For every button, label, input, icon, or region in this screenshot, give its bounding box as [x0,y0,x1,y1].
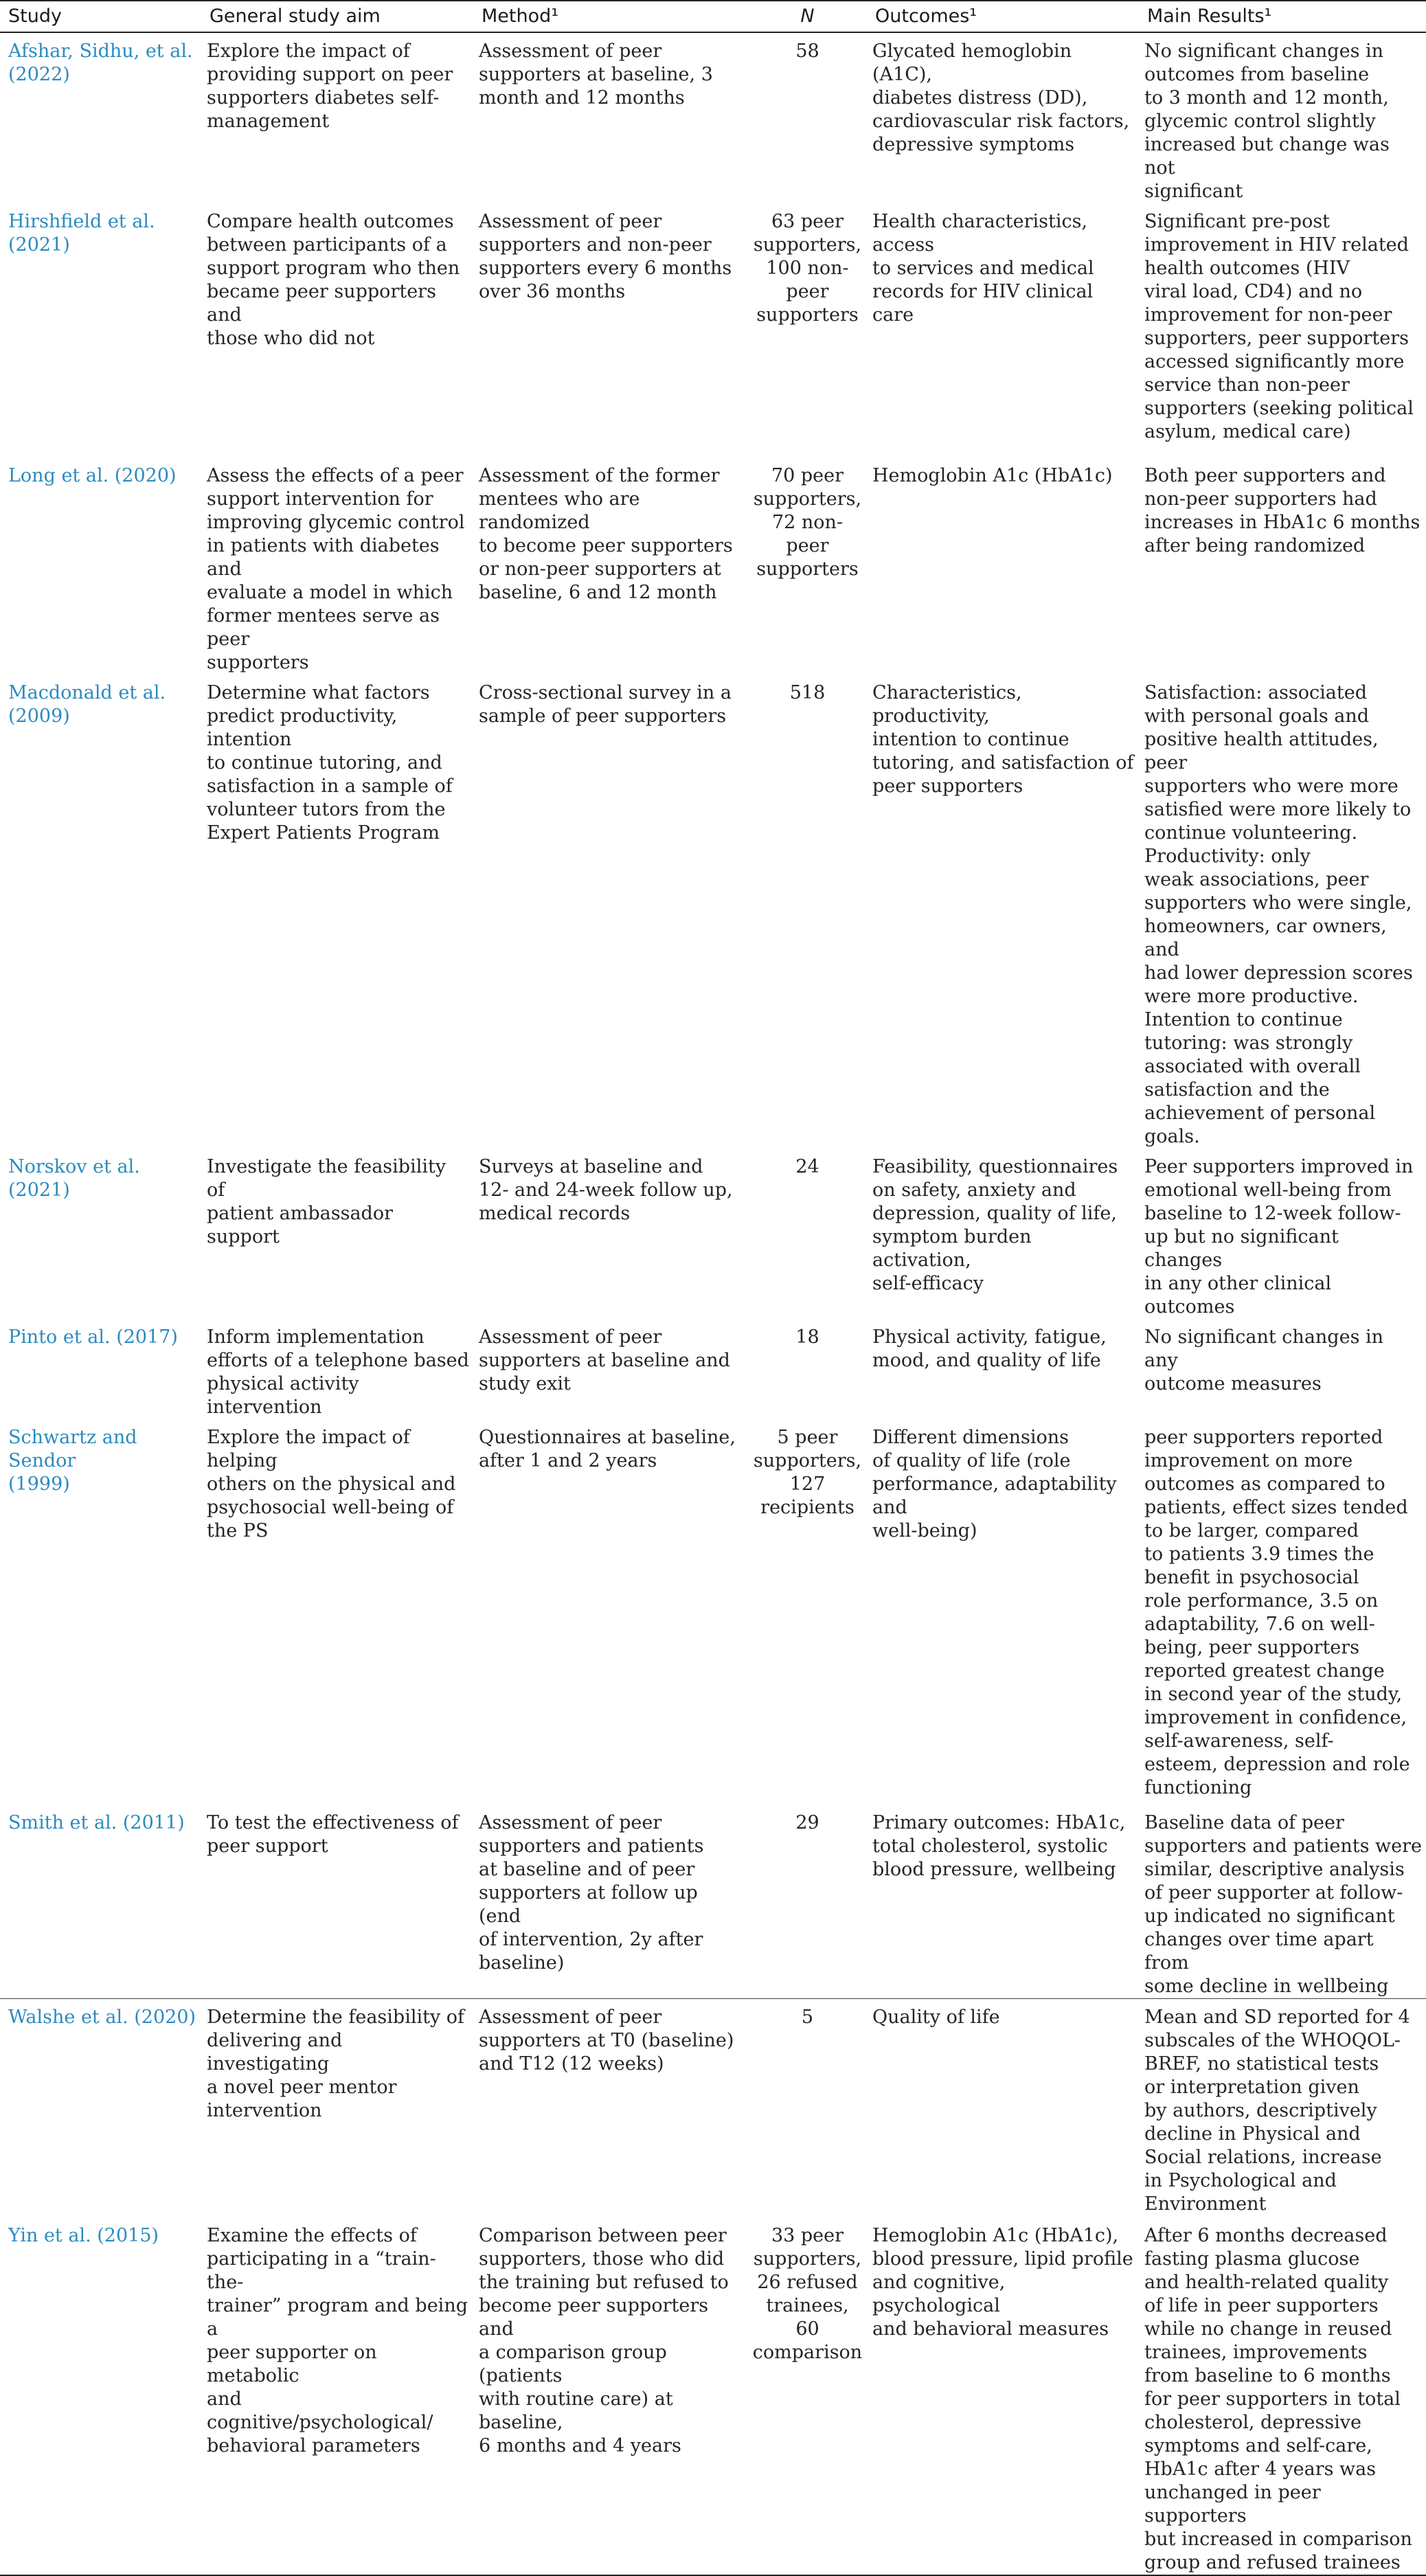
n-cell: 5 [801,2007,814,2028]
n-cell: 58 [795,41,819,62]
outcomes-cell: Hemoglobin A1c (HbA1c), blood pressure, lipid profile and cognitive, psychological and behavioral measures [867,2217,1139,2575]
n-cell: 70 peer supporters, 72 non-peer supporters [753,465,862,580]
n-cell: 5 peer supporters, 127 recipients [753,1427,862,1518]
results-cell: Both peer supporters and non-peer supporters had increases in HbA1c 6 months after being randomized [1144,465,1421,556]
study-link[interactable]: Norskov et al. (2021) [8,1156,140,1201]
table-row [0,1319,1426,1419]
n-cell: 63 peer supporters, 100 non-peer supporters [753,211,862,326]
results-cell: peer supporters reported improvement on more outcomes as compared to patients, effect sizes tended to be larger, compared to patients 3.9 times the benefit in psychosocial role performance, 3.5 on adaptability, 7.6 on well- being, peer supporters reported greatest change in second year of the study, improvement in confidence, self-awareness, self- esteem, depression and role functioning [1144,1427,1410,1798]
header-row [0,1,1426,32]
outcomes-cell: Quality of life [872,2007,1000,2028]
outcomes-cell: Feasibility, questionnaires on safety, anxiety and depression, quality of life, symptom burden activation, self-efficacy [872,1156,1118,1294]
aim-cell: Investigate the feasibility of patient ambassador support [207,1156,446,1247]
outcomes-cell: Physical activity, fatigue, mood, and quality of life [872,1326,1107,1371]
results-cell: Mean and SD reported for 4 subscales of the WHOQOL- BREF, no statistical tests or interpretation given by authors, descriptively decline in Physical and Social relations, increase in Psychological and Environment [1144,2007,1410,2215]
aim-cell: To test the effectiveness of peer support [201,1805,473,1999]
method-cell: Assessment of peer supporters at baseline, 3 month and 12 months [479,41,713,109]
outcomes-cell: Primary outcomes: HbA1c, total cholesterol, systolic blood pressure, wellbeing [867,1805,1139,1999]
header-outcomes: Outcomes¹ [875,5,977,27]
table-row [0,1805,1426,1999]
results-cell: Significant pre-post improvement in HIV related health outcomes (HIV viral load, CD4) and no improvement for non-peer supporters, peer supporters accessed significantly more service than non-peer supporters (seeking political asylum, medical care) [1144,211,1414,442]
method-cell: Surveys at baseline and 12- and 24-week follow up, medical records [479,1156,733,1224]
table-body [0,32,1426,2575]
table-row [0,675,1426,1149]
table-row [0,1149,1426,1319]
n-cell: 29 [747,1805,867,1999]
table-row [0,1999,1426,2217]
table-row [0,2217,1426,2575]
study-link[interactable]: Long et al. (2020) [8,465,177,486]
results-cell: Baseline data of peer supporters and patients were similar, descriptive analysis of peer supporter at follow- up indicated no significant changes over time apart from some decline in wellbeing [1139,1805,1426,1999]
study-link[interactable]: Macdonald et al. (2009) [8,682,166,727]
results-cell: Satisfaction: associated with personal goals and positive health attitudes, peer supporters who were more satisfied were more likely to continue volunteering. Productivity: only weak associations, peer supporters who were single, homeowners, car owners, and had lower depression scores were more productive. Intention to continue tutoring: was strongly associated with overall satisfaction and the achievement of personal goals. [1144,682,1413,1147]
aim-cell: Inform implementation efforts of a telephone based physical activity intervention [207,1326,469,1418]
header-method: Method¹ [482,5,559,27]
method-cell: Assessment of the former mentees who are randomized to become peer supporters or non-peer supporters at baseline, 6 and 12 month [479,465,733,603]
study-link[interactable]: Smith et al. (2011) [0,1805,201,1999]
aim-cell: Assess the effects of a peer support intervention for improving glycemic control in patients with diabetes and evaluate a model in which former mentees serve as peer supporters [207,465,465,673]
method-cell: Assessment of peer supporters and non-peer supporters every 6 months over 36 months [479,211,732,302]
study-link[interactable]: Afshar, Sidhu, et al. (2022) [8,41,193,85]
outcomes-cell: Different dimensions of quality of life (role performance, adaptability and well-being) [872,1427,1117,1541]
n-cell: 24 [795,1156,819,1177]
table-header [0,1,1426,32]
aim-cell: Explore the impact of helping others on the physical and psychosocial well-being of the PS [207,1427,456,1541]
study-link[interactable]: Schwartz and Sendor (1999) [8,1427,137,1495]
header-aim: General study aim [210,5,381,27]
aim-cell: Determine the feasibility of delivering and investigating a novel peer mentor intervention [207,2007,465,2121]
n-cell: 518 [789,682,826,703]
method-cell: Assessment of peer supporters at T0 (baseline) and T12 (12 weeks) [479,2007,734,2075]
table-row [0,32,1426,203]
n-cell: 33 peer supporters, 26 refused trainees, 60 comparison [747,2217,867,2575]
method-cell: Assessment of peer supporters at baseline and study exit [479,1326,730,1394]
study-link[interactable]: Walshe et al. (2020) [8,2007,196,2028]
header-study: Study [8,5,62,27]
outcomes-cell: Glycated hemoglobin (A1C), diabetes distress (DD), cardiovascular risk factors, depressive symptoms [872,41,1130,155]
aim-cell: Compare health outcomes between participants of a support program who then became peer supporters and those who did not [207,211,460,349]
results-cell: No significant changes in outcomes from baseline to 3 month and 12 month, glycemic control slightly increased but change was not significant [1144,41,1390,202]
aim-cell: Determine what factors predict productivity, intention to continue tutoring, and satisfaction in a sample of volunteer tutors from the Expert Patients Program [207,682,453,844]
table-row [0,457,1426,675]
outcomes-cell: Health characteristics, access to services and medical records for HIV clinical care [872,211,1094,326]
results-cell: Peer supporters improved in emotional well-being from baseline to 12-week follow- up but no significant changes in any other clinical outcomes [1144,1156,1414,1318]
study-link[interactable]: Hirshfield et al. (2021) [8,211,155,256]
table-row [0,203,1426,457]
aim-cell: Explore the impact of providing support on peer supporters diabetes self- management [207,41,453,132]
study-link[interactable]: Pinto et al. (2017) [8,1326,178,1348]
method-cell: Assessment of peer supporters and patients at baseline and of peer supporters at follow up (end of intervention, 2y after baseline) [473,1805,747,1999]
results-cell: After 6 months decreased fasting plasma glucose and health-related quality of life in peer supporters while no change in reused trainees, improvements from baseline to 6 months for peer supporters in total cholesterol, depressive symptoms and self-care, HbA1c after 4 years was unchanged in peer supporters but increased in comparison group and refused trainees [1139,2217,1426,2575]
header-results: Main Results¹ [1147,5,1272,27]
study-link[interactable]: Yin et al. (2015) [0,2217,201,2575]
results-cell: No significant changes in any outcome measures [1144,1326,1384,1394]
aim-cell: Examine the effects of participating in a “train-the- trainer” program and being a peer supporter on metabolic and cognitive/psychological/ behavioral parameters [201,2217,473,2575]
method-cell: Comparison between peer supporters, those who did the training but refused to become peer supporters and a comparison group (patients with routine care) at baseline, 6 months and 4 years [473,2217,747,2575]
outcomes-cell: Characteristics, productivity, intention to continue tutoring, and satisfaction of peer supporters [872,682,1134,797]
table-row [0,1419,1426,1805]
n-cell: 18 [795,1326,819,1348]
method-cell: Questionnaires at baseline, after 1 and 2 years [479,1427,736,1471]
outcomes-cell: Hemoglobin A1c (HbA1c) [872,465,1113,486]
method-cell: Cross-sectional survey in a sample of peer supporters [479,682,732,727]
header-n: N [800,5,815,27]
